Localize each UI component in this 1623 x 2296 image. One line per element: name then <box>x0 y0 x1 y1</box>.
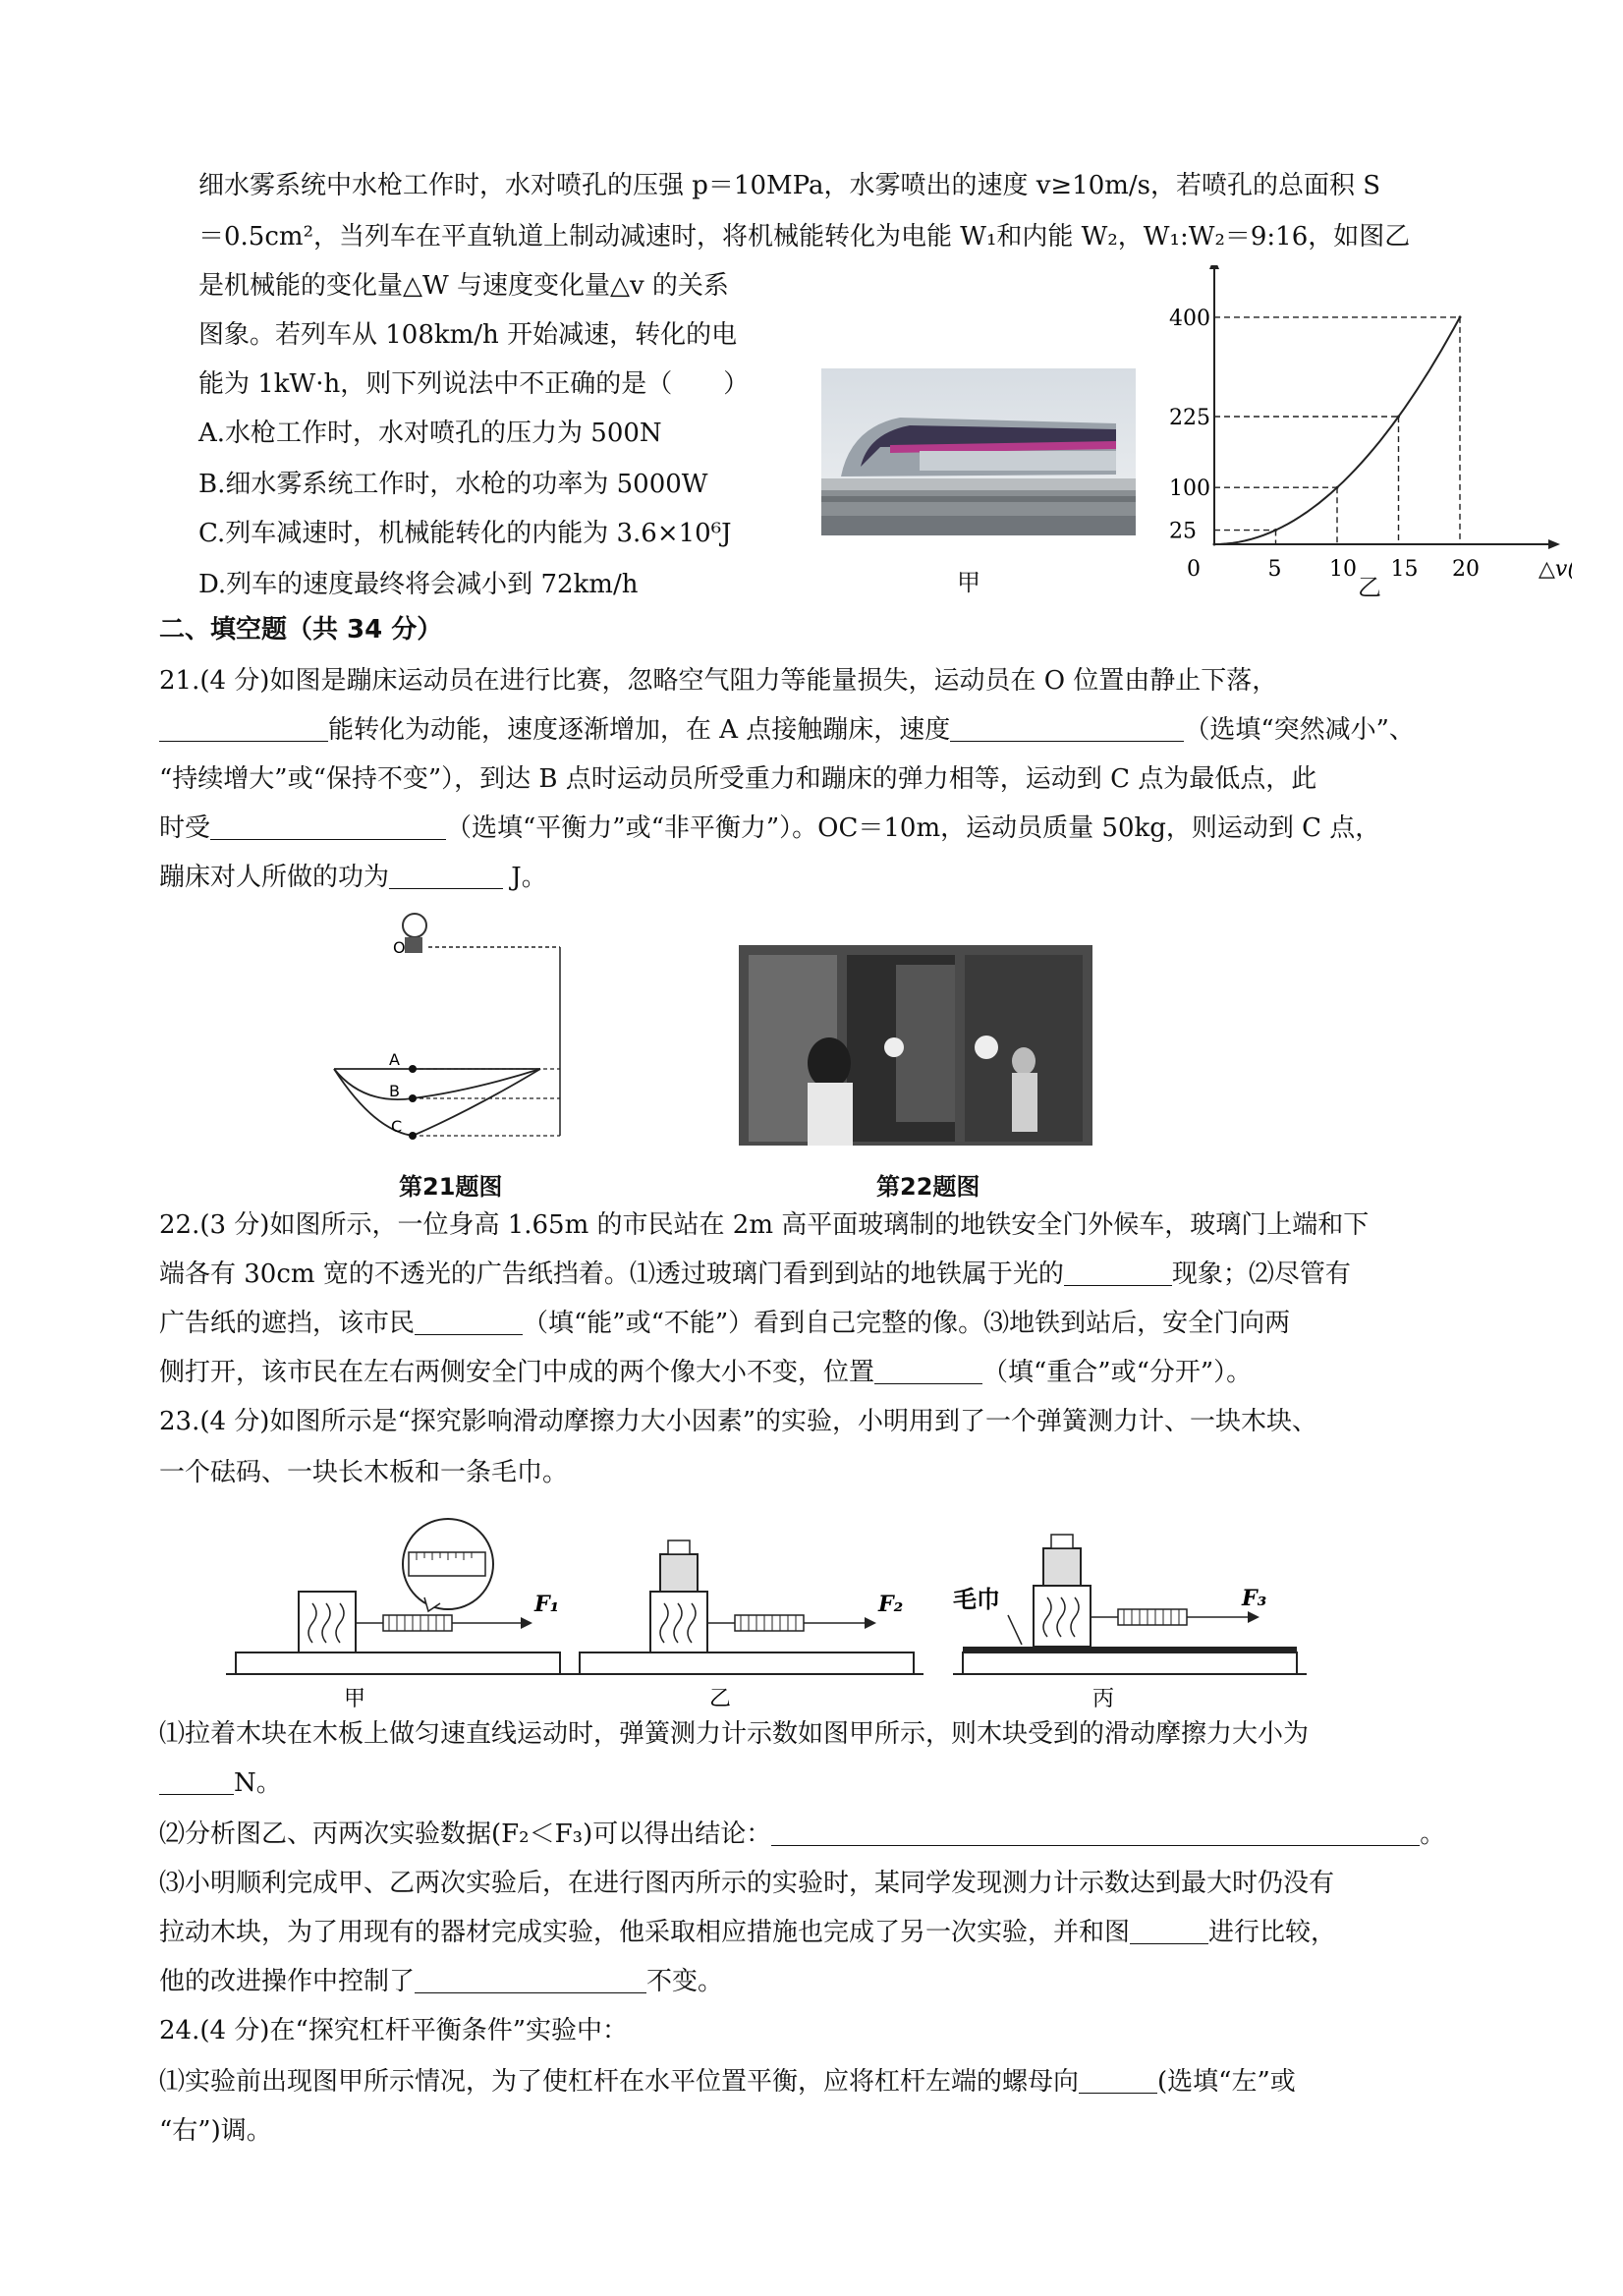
data-point-1 <box>1274 529 1277 532</box>
x-tick-10: 10 <box>1329 557 1357 582</box>
q20-option-b: B.细水雾系统工作时，水枪的功率为 5000W <box>198 470 708 499</box>
q24-line-1: 24.(4 分)在“探究杠杆平衡条件”实验中： <box>159 2016 629 2045</box>
setup-bing-label: 丙 <box>1092 1687 1115 1709</box>
q21-blank-2[interactable] <box>950 715 1184 742</box>
q21-line-4: 时受 （选填“平衡力”或“非平衡力”）。OC＝10m，运动员质量 50kg，则运动到 C 点， <box>159 813 1381 843</box>
setup-jia <box>226 1519 570 1709</box>
x-axis-label: △v <box>1539 557 1568 582</box>
fig-jia-label: 甲 <box>957 569 980 596</box>
q22-line-1: 22.(3 分)如图所示，一位身高 1.65m 的市民站在 2m 高平面玻璃制的地铁安全门外候车，玻璃门上端和下 <box>159 1210 1370 1240</box>
q24-part-1: ⑴实验前出现图甲所示情况，为了使杠杆在水平位置平衡，应将杠杆左端的螺母向 (选填“左”或 <box>159 2067 1296 2097</box>
fig21-caption: 第21题图 <box>399 1173 503 1201</box>
q22-blank-2[interactable] <box>415 1309 523 1335</box>
force-f1-label: F₁ <box>534 1592 560 1617</box>
q23-part-3c: 他的改进操作中控制了 不变。 <box>159 1967 724 1996</box>
q22-blank-1[interactable] <box>1064 1260 1172 1286</box>
q21-blank-1[interactable] <box>159 715 328 742</box>
x-tick-15: 15 <box>1390 557 1419 582</box>
q21-line-3: “持续增大”或“保持不变”），到达 B 点时运动员所受重力和蹦床的弹力相等，运动到 C 点为最低点，此 <box>159 764 1317 794</box>
force-f3-label: F₃ <box>1242 1586 1267 1611</box>
q24-part-1c: “右”)调。 <box>159 2116 272 2146</box>
q22-line-2: 端各有 30cm 宽的不透光的广告纸挡着。⑴透过玻璃门看到到站的地铁属于光的 现象；⑵尽管有 <box>159 1260 1351 1289</box>
fig22-caption: 第22题图 <box>876 1173 980 1201</box>
y-tick-100: 100 <box>1169 476 1210 502</box>
point-b-label: B <box>389 1082 400 1100</box>
q20-option-c: C.列车减速时，机械能转化的内能为 3.6×10⁶J <box>198 519 732 548</box>
q24-blank-1[interactable] <box>1079 2067 1157 2094</box>
q22-blank-3[interactable] <box>874 1358 982 1384</box>
point-c-label: C <box>391 1117 403 1136</box>
q23-line-1: 23.(4 分)如图所示是“探究影响滑动摩擦力大小因素”的实验，小明用到了一个弹簧测力计、一块木块、 <box>159 1407 1318 1436</box>
setup-bing <box>953 1535 1307 1709</box>
q20-line-5: 能为 1kW·h，则下列说法中不正确的是（ ） <box>198 369 750 399</box>
section-title: 二、填空题（共 34 分） <box>159 615 443 644</box>
point-a-label: A <box>389 1050 400 1069</box>
q20-option-a: A.水枪工作时，水对喷孔的压力为 500N <box>198 419 662 448</box>
towel-label: 毛巾 <box>953 1586 1000 1613</box>
y-tick-25: 25 <box>1169 519 1197 544</box>
q23-part-1b: N。 <box>159 1766 282 1800</box>
w-v-chart <box>1159 265 1572 599</box>
q23-blank-4[interactable] <box>415 1967 646 1993</box>
q23-part-1a: ⑴拉着木块在木板上做匀速直线运动时，弹簧测力计示数如图甲所示，则木块受到的滑动摩擦力大小为 <box>159 1719 1310 1749</box>
fig-yi-label: 乙 <box>1358 574 1381 601</box>
q23-part-3b: 拉动木块，为了用现有的器材完成实验，他采取相应措施也完成了另一次实验，并和图 进行比较， <box>159 1918 1337 1947</box>
x-tick-20: 20 <box>1452 557 1480 582</box>
q23-line-2: 一个砝码、一块长木板和一条毛巾。 <box>159 1458 569 1487</box>
q22-line-3: 广告纸的遮挡，该市民 （填“能”或“不能”）看到自己完整的像。⑶地铁到站后，安全门向两 <box>159 1309 1291 1338</box>
q21-line-5: 蹦床对人所做的功为 J。 <box>159 863 547 892</box>
point-o-label: O <box>393 938 406 957</box>
w-v-chart-svg <box>1159 265 1572 599</box>
data-point-0 <box>1213 543 1216 546</box>
friction-experiment-figure <box>196 1513 1316 1709</box>
y-axis-arrow <box>1209 265 1219 269</box>
data-point-3 <box>1397 416 1400 419</box>
q21-blank-4[interactable] <box>389 863 503 889</box>
q21-line-2: 能转化为动能，速度逐渐增加，在 A 点接触蹦床，速度 （选填“突然减小”、 <box>159 713 1415 747</box>
force-f2-label: F₂ <box>878 1592 904 1617</box>
q23-part-3a: ⑶小明顺利完成甲、乙两次实验后，在进行图丙所示的实验时，某同学发现测力计示数达到最大时仍没有 <box>159 1869 1335 1898</box>
x-tick-5: 5 <box>1267 557 1282 582</box>
q20-line-3: 是机械能的变化量△W 与速度变化量△v 的关系 <box>198 271 729 301</box>
setup-jia-label: 甲 <box>344 1687 366 1709</box>
q20-line-4: 图象。若列车从 108km/h 开始减速，转化的电 <box>198 320 738 350</box>
trampoline-figure <box>324 904 580 1149</box>
data-point-4 <box>1459 315 1462 318</box>
q20-line-2: ＝0.5cm²，当列车在平直轨道上制动减速时，将机械能转化为电能 W₁和内能 W₂，W₁:W₂＝9:16，如图乙 <box>198 222 1411 252</box>
x-axis-arrow <box>1548 539 1560 549</box>
q22-line-4: 侧打开，该市民在左右两侧安全门中成的两个像大小不变，位置 （填“重合”或“分开”）。 <box>159 1358 1253 1387</box>
q21-blank-3[interactable] <box>210 813 446 840</box>
subway-door-photo <box>739 945 1092 1146</box>
q23-blank-1[interactable] <box>159 1768 234 1795</box>
q20-line-1: 细水雾系统中水枪工作时，水对喷孔的压强 p＝10MPa，水雾喷出的速度 v≥10m/s，若喷孔的总面积 S <box>198 171 1381 200</box>
setup-yi <box>570 1540 923 1709</box>
data-point-2 <box>1336 486 1339 489</box>
y-tick-225: 225 <box>1169 406 1210 430</box>
x-tick-0: 0 <box>1187 557 1201 582</box>
q20-option-d: D.列车的速度最终将会减小到 72km/h <box>198 570 639 599</box>
train-photo <box>821 368 1136 535</box>
y-tick-400: 400 <box>1169 306 1210 331</box>
q23-blank-3[interactable] <box>1130 1918 1208 1944</box>
q23-blank-2[interactable] <box>771 1820 1420 1846</box>
q23-part-2: ⑵分析图乙、丙两次实验数据(F₂＜F₃)可以得出结论： 。 <box>159 1820 1446 1849</box>
q21-line-1: 21.(4 分)如图是蹦床运动员在进行比赛，忽略空气阻力等能量损失，运动员在 O 位置由静止下落， <box>159 666 1278 696</box>
setup-yi-label: 乙 <box>709 1687 732 1709</box>
